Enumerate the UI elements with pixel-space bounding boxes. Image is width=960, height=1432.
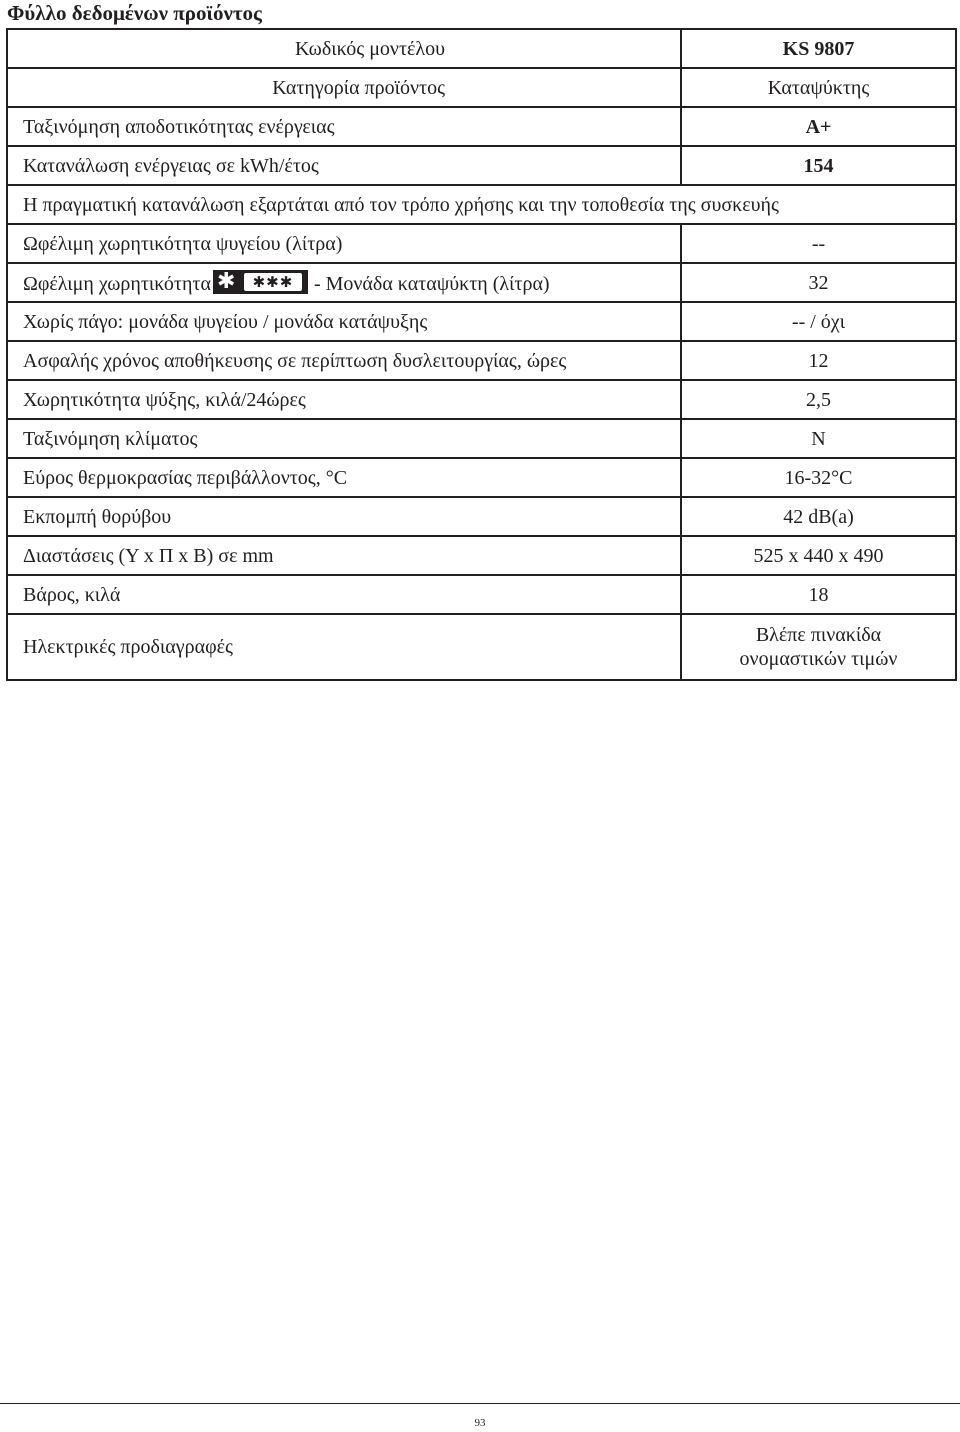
table-row	[7, 575, 956, 614]
table-row	[7, 302, 956, 341]
electrical-specs-line-1: Βλέπε πινακίδα	[755, 624, 882, 646]
row-value-storage-time: 12	[681, 341, 956, 380]
table-row	[7, 380, 956, 419]
table-row	[7, 146, 956, 185]
row-label-climate-class: Ταξινόμηση κλίματος	[7, 419, 681, 458]
table-row	[7, 185, 956, 224]
row-value-fridge-capacity: --	[681, 224, 956, 263]
row-value-frost-free: -- / όχι	[681, 302, 956, 341]
electrical-specs-line-2: ονομαστικών τιμών	[739, 648, 898, 670]
row-label-frost-free: Χωρίς πάγο: μονάδα ψυγείου / μονάδα κατάψυξης	[7, 302, 681, 341]
row-label-noise-emission: Εκπομπή θορύβου	[7, 497, 681, 536]
row-label-freezing-capacity: Χωρητικότητα ψύξης, κιλά/24ώρες	[7, 380, 681, 419]
table-row	[7, 614, 956, 680]
row-note-actual-consumption: Η πραγματική κατανάλωση εξαρτάται από τον τρόπο χρήσης και την τοποθεσία της συσκευής	[7, 185, 956, 224]
row-value-electrical-specs	[681, 614, 956, 680]
table-row	[7, 68, 956, 107]
table-row	[7, 497, 956, 536]
row-value-model-code: KS 9807	[681, 29, 956, 68]
page-number: 93	[474, 1417, 486, 1429]
four-star-freezer-icon	[213, 270, 308, 294]
single-star-icon: ✱	[216, 268, 236, 294]
three-star-icon: ✱✱✱	[244, 273, 302, 291]
table-row	[7, 536, 956, 575]
row-value-weight: 18	[681, 575, 956, 614]
table-row	[7, 419, 956, 458]
row-label-storage-time: Ασφαλής χρόνος αποθήκευσης σε περίπτωση δυσλειτουργίας, ώρες	[7, 341, 681, 380]
product-data-table	[6, 28, 957, 681]
row-value-product-category: Καταψύκτης	[681, 68, 956, 107]
freezer-capacity-label-suffix: - Μονάδα καταψύκτη (λίτρα)	[313, 272, 550, 295]
row-value-ambient-temperature: 16-32°C	[681, 458, 956, 497]
row-label-electrical-specs: Ηλεκτρικές προδιαγραφές	[7, 614, 681, 680]
row-label-model-code: Κωδικός μοντέλου	[7, 29, 681, 68]
sheet-title: Φύλλο δεδομένων προϊόντος	[7, 1, 262, 25]
row-value-energy-class: A+	[681, 107, 956, 146]
table-row	[7, 263, 956, 302]
row-label-product-category: Κατηγορία προϊόντος	[7, 68, 681, 107]
row-value-energy-consumption: 154	[681, 146, 956, 185]
row-label-energy-consumption: Κατανάλωση ενέργειας σε kWh/έτος	[7, 146, 681, 185]
row-value-freezing-capacity: 2,5	[681, 380, 956, 419]
table-row	[7, 107, 956, 146]
row-label-fridge-capacity: Ωφέλιμη χωρητικότητα ψυγείου (λίτρα)	[7, 224, 681, 263]
table-row	[7, 224, 956, 263]
row-label-dimensions: Διαστάσεις (Υ x Π x Β) σε mm	[7, 536, 681, 575]
row-value-climate-class: N	[681, 419, 956, 458]
row-value-freezer-capacity: 32	[681, 263, 956, 302]
table-row	[7, 29, 956, 68]
row-label-freezer-capacity	[7, 263, 681, 302]
table-row	[7, 341, 956, 380]
table-row	[7, 458, 956, 497]
row-value-dimensions: 525 x 440 x 490	[681, 536, 956, 575]
row-label-ambient-temperature: Εύρος θερμοκρασίας περιβάλλοντος, °C	[7, 458, 681, 497]
footer-divider	[0, 1403, 960, 1404]
row-value-noise-emission: 42 dB(a)	[681, 497, 956, 536]
row-label-weight: Βάρος, κιλά	[7, 575, 681, 614]
freezer-capacity-label-prefix: Ωφέλιμη χωρητικότητα	[23, 272, 211, 295]
row-label-energy-class: Ταξινόμηση αποδοτικότητας ενέργειας	[7, 107, 681, 146]
